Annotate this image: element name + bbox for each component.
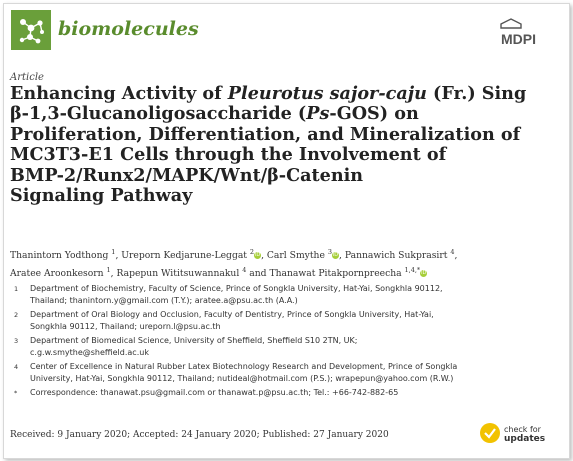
author-name: Thanawat Pitakpornpreecha (269, 268, 402, 280)
author-list: Thanintorn Yodthong $^1$, Ureporn Kedjarune-Leggat $^2$iD, Carl Smythe $^3$iD, Pannawich Sukprasirt $^4$, Aratee Aroonkesorn $^1$, Rapepun Wititsuwannakul $^4$ and Thanawat Pitakpornpreecha $^{1,4,*}$iD (10, 248, 458, 280)
author-name: Rapepun Wititsuwannakul (116, 268, 240, 280)
article-title: Enhancing Activity of Pleurotus sajor-caju (Fr.) Sing β-1,3-Glucanoligosaccharide (Ps-GOS) on Proliferation, Differentiation, and Mineralization of MC3T3-E1 Cells through the Involvement of BMP-2/Runx2/MAPK/Wnt/β-Catenin Signaling Pathway (10, 83, 527, 207)
affiliation-item: 1 Department of Biochemistry, Faculty of Science, Prince of Songkla University, Hat-Yai, Songkhla 90112, Thailand; thanintorn.y@gmail.com (T.Y.); aratee.a@psu.ac.th (A.A.) (14, 284, 443, 306)
affiliation-item: 4 Center of Excellence in Natural Rubber Latex Biotechnology Research and Development, Prince of Songkla University, Hat-Yai, Songkhla 90112, Thailand; nutideal@hotmail.com (P.S.); wrapepun@yahoo.com (R.W.) (14, 361, 458, 383)
publication-dates: Received: 9 January 2020; Accepted: 24 January 2020; Published: 27 January 2020 (10, 430, 389, 440)
publisher-name: MDPI (501, 31, 536, 47)
correspondence: * Correspondence: thanawat.psu@gmail.com or thanawat.p@psu.ac.th; Tel.: +66-742-882-65 (14, 387, 399, 397)
orcid-icon[interactable]: iD (421, 270, 427, 277)
journal-name: biomolecules (58, 18, 199, 40)
checkmark-icon (480, 423, 500, 443)
publisher-logo (497, 18, 563, 48)
article-type: Article (10, 72, 44, 83)
check-for-updates-button[interactable] (480, 419, 560, 449)
author-name: Thanintorn Yodthong (10, 250, 109, 262)
author-name: Aratee Aroonkesorn (10, 268, 104, 280)
journal-logo-icon (11, 10, 51, 50)
orcid-icon[interactable]: iD (332, 252, 339, 259)
orcid-icon[interactable]: iD (254, 252, 261, 259)
author-name: Ureporn Kedjarune-Leggat (121, 250, 247, 262)
author-name: Pannawich Sukprasirt (344, 250, 448, 262)
check-label: check for (504, 425, 541, 434)
author-name: Carl Smythe (266, 250, 325, 262)
affiliation-item: 2 Department of Oral Biology and Occlusion, Faculty of Dentistry, Prince of Songkla University, Hat-Yai, Songkhla 90112, Thailand; ureporn.l@psu.ac.th (14, 309, 434, 332)
updates-label: updates (504, 434, 546, 444)
affiliation-item: 3 Department of Biomedical Science, University of Sheffield, Sheffield S10 2TN, UK; c.g.w.smythe@sheffield.ac.uk (14, 335, 358, 358)
affiliation-list (10, 283, 565, 400)
